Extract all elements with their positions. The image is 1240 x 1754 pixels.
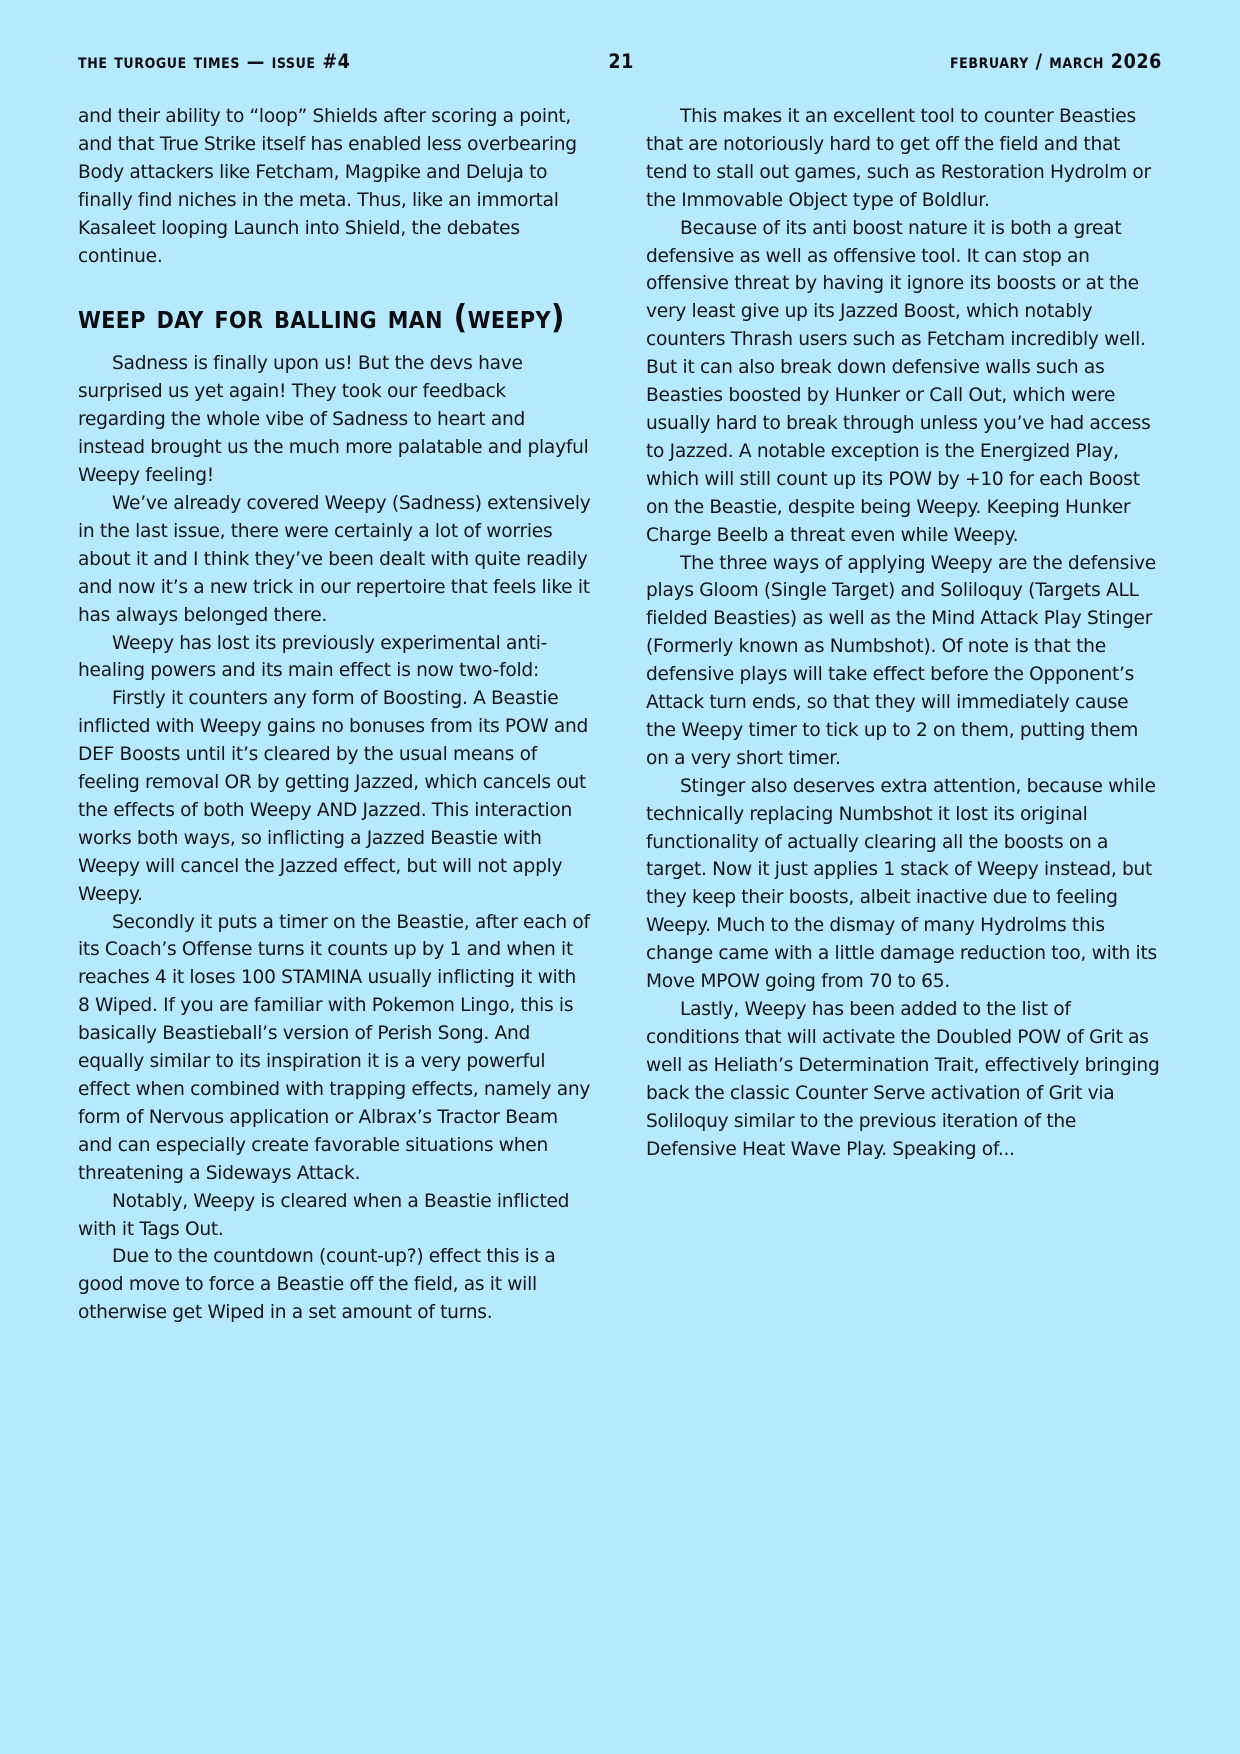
paragraph: We’ve already covered Weepy (Sadness) extensively in the last issue, there were certainly a lot of worries about it and I think they’ve been dealt with quite readily and now it’s a new trick in our repertoire that feels like it has always belonged there. [78,492,591,626]
paragraph: Because of its anti boost nature it is both a great defensive as well as offensive tool. It can stop an offensive threat by having it ignore its boosts or at the very least give up its Jazzed Boost, which notably counters Thrash users such as Fetcham incredibly well. But it can also break down defensive walls such as Beasties boosted by Hunker or Call Out, which were usually hard to break through unless you’ve had access to Jazzed. A notable exception is the Energized Play, which will still count up its POW by +10 for each Boost on the Beastie, despite being Weepy. Keeping Hunker Charge Beelb a threat even while Weepy. [646,217,1151,546]
issue-date: february / march 2026 [949,50,1162,73]
publication-title: the turogue times — issue #4 [78,50,351,73]
page-number: 21 [608,50,634,73]
paragraph: Weepy has lost its previously experimental anti-healing powers and its main effect is now two-fold: [78,632,548,682]
paragraph: Due to the countdown (count-up?) effect this is a good move to force a Beastie off the field, as it will otherwise get Wiped in a set amount of turns. [78,1246,556,1324]
paragraph: This makes it an excellent tool to counter Beasties that are notoriously hard to get off the field and that tend to stall out games, such as Restoration Hydrolm or the Immovable Object type of Boldlur. [646,106,1151,211]
paragraph: Secondly it puts a timer on the Beastie, after each of its Coach’s Offense turns it counts up by 1 and when it reaches 4 it loses 100 STAMINA usually inflicting it with 8 Wiped. If you are familiar with Pokemon Lingo, this is basically Beastieball’s version of Perish Song. And equally similar to its inspiration it is a very powerful effect when combined with trapping effects, namely any form of Nervous application or Albrax’s Tractor Beam and can especially create favorable situations when threatening a Sideways Attack. [78,911,591,1184]
paragraph: Stinger also deserves extra attention, because while technically replacing Numbshot it lost its original functionality of actually clearing all the boosts on a target. Now it just applies 1 stack of Weepy instead, but they keep their boosts, albeit inactive due to feeling Weepy. Much to the dismay of many Hydrolms this change came with a little damage reduction too, with its Move MPOW going from 70 to 65. [646,775,1157,993]
paragraph: Sadness is finally upon us! But the devs have surprised us yet again! They took our feedback regarding the whole vibe of Sadness to heart and instead brought us the much more palatable and playful Weepy feeling! [78,353,589,487]
article-columns [78,103,1162,1327]
paragraph-continuation: and their ability to “loop” Shields after scoring a point, and that True Strike itself has enabled less overbearing Body attackers like Fetcham, Magpike and Deluja to finally find niches in the meta. Thus, like an immortal Kasaleet looping Launch into Shield, the debates continue. [78,106,577,267]
right-column [646,103,1161,1327]
section-heading: weep day for balling man (weepy) [78,297,565,337]
paragraph: Notably, Weepy is cleared when a Beastie inflicted with it Tags Out. [78,1190,570,1240]
paragraph: Firstly it counters any form of Boosting. A Beastie inflicted with Weepy gains no bonuses from its POW and DEF Boosts until it’s cleared by the usual means of feeling removal OR by getting Jazzed, which cancels out the effects of both Weepy AND Jazzed. This interaction works both ways, so inflicting a Jazzed Beastie with Weepy will cancel the Jazzed effect, but will not apply Weepy. [78,688,589,905]
running-header [78,50,1162,80]
left-column [78,103,593,1327]
paragraph: Lastly, Weepy has been added to the list of conditions that will activate the Doubled POW of Grit as well as Heliath’s Determination Trait, effectively bringing back the classic Counter Serve activation of Grit via Soliloquy similar to the previous iteration of the Defensive Heat Wave Play. Speaking of... [646,999,1160,1160]
paragraph: The three ways of applying Weepy are the defensive plays Gloom (Single Target) and Soliloquy (Targets ALL fielded Beasties) as well as the Mind Attack Play Stinger (Formerly known as Numbshot). Of note is that the defensive plays will take effect before the Opponent’s Attack turn ends, so that they will immediately cause the Weepy timer to tick up to 2 on them, putting them on a very short timer. [646,552,1156,769]
